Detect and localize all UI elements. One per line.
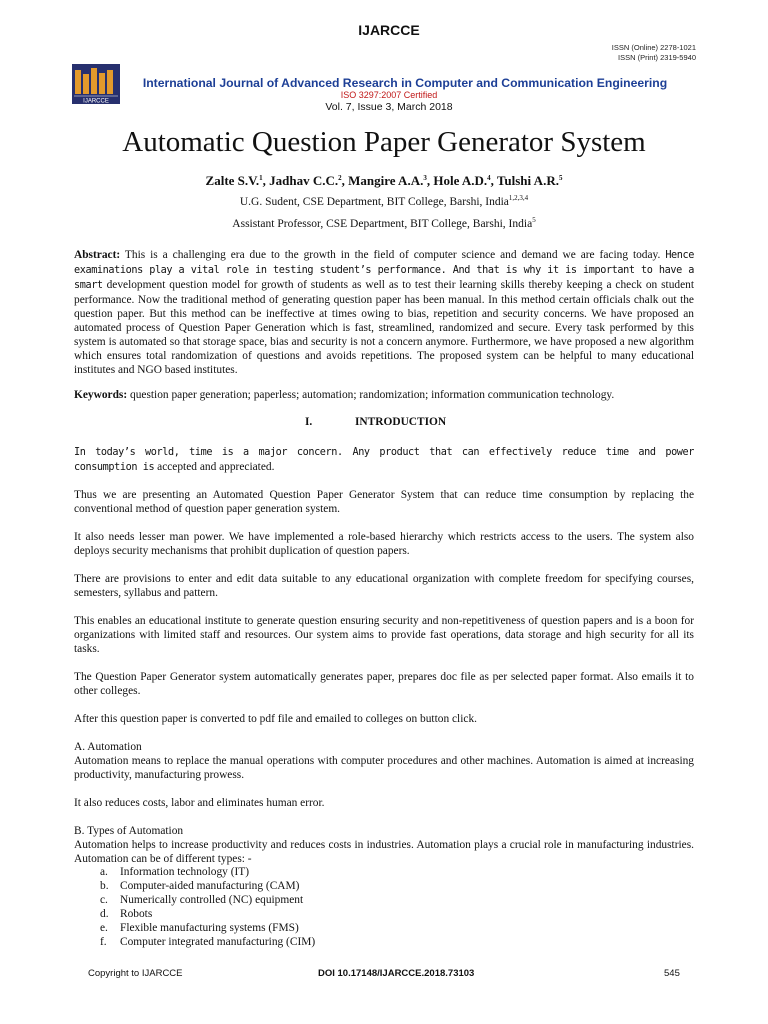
automation-types-list [100, 865, 315, 949]
footer-copyright: Copyright to IJARCCE [88, 968, 183, 979]
author-sup: 4 [487, 174, 491, 182]
page-number: 545 [664, 968, 680, 979]
list-item: b. Computer-aided manufacturing (CAM) [100, 880, 300, 892]
author-name: Tulshi A.R. [496, 173, 559, 188]
list-item: a. Information technology (IT) [100, 866, 250, 878]
author-sup: 1 [259, 174, 263, 182]
subsection-a-title: A. Automation [74, 741, 142, 753]
author-sup: 3 [423, 174, 427, 182]
author-name: Mangire A.A. [348, 173, 424, 188]
author-name: Hole A.D. [433, 173, 488, 188]
journal-short-name: IJARCCE [358, 22, 420, 38]
issn-online: ISSN (Online) 2278-1021 [611, 43, 696, 52]
author-name: Zalte S.V. [205, 173, 260, 188]
author-name: Jadhav C.C. [269, 173, 339, 188]
intro-paragraph-1: In today’s world, time is a major concern. Any product that can effectively reduce time and power consumption is accepted and appreciated. [74, 447, 694, 473]
intro-paragraph-5: This enables an educational institute to generate question ensuring security and non-repetitiveness of question papers and is a boon for organizations with limited staff and resources. Our system aims to provide fast operations, data storage and high security for all its tasks. [74, 615, 694, 655]
intro-paragraph-6: The Question Paper Generator system automatically generates paper, prepares doc file as per selected paper format. Also emails it to other colleges. [74, 671, 694, 697]
abstract-label: Abstract: [74, 249, 121, 261]
abstract-text-1: This is a challenging era due to the growth in the field of computer science and demand we are facing today. [124, 249, 661, 261]
list-item: c. Numerically controlled (NC) equipment [100, 894, 304, 906]
issn-print: ISSN (Print) 2319-5940 [618, 52, 696, 62]
subsection-b-paragraph-1: Automation helps to increase productivity and reduces costs in industries. Automation plays a crucial role in manufacturing industries. Automation can be of different types: - [74, 839, 694, 865]
keywords-label: Keywords: [74, 389, 128, 401]
journal-logo-text: IJARCCE [83, 98, 109, 104]
subsection-b-title: B. Types of Automation [74, 825, 184, 837]
affiliation-2-sup: 5 [532, 216, 536, 224]
author-sup: 2 [338, 174, 342, 182]
keywords-text: question paper generation; paperless; automation; randomization; information communication technology. [130, 389, 615, 401]
author-sup: 5 [558, 174, 563, 182]
author-list: Zalte S.V.$^1$, Jadhav C.C.$^2$, Mangire A.A.$^3$, Hole A.D.$^4$, Tulshi A.R.$^5$ [205, 173, 563, 188]
subsection-a-paragraph-1: Automation means to replace the manual operations with computer procedures and other machines. Automation is aimed at increasing productivity, manufacturing prowess. [74, 755, 694, 781]
list-item: d. Robots [100, 908, 153, 920]
volume-issue: Vol. 7, Issue 3, March 2018 [325, 101, 453, 113]
list-item: f. Computer integrated manufacturing (CIM) [100, 936, 316, 948]
abstract-text-2: Hence examinations play a vital role in testing student’s performance. And that is why it is important to have a smart [74, 250, 694, 291]
affiliation-1: U.G. Sudent, CSE Department, BIT College, Barshi, India$^{1,2,3,4}$ [239, 194, 529, 208]
intro-paragraph-3: It also needs lesser man power. We have implemented a role-based hierarchy which restricts access to the users. The system also deploys security mechanisms that prohibit duplication of question papers. [74, 531, 694, 557]
journal-full-name: International Journal of Advanced Research in Computer and Communication Engineering [142, 76, 668, 90]
affiliation-1-sup: 1,2,3,4 [508, 194, 529, 202]
affiliation-2: Assistant Professor, CSE Department, BIT College, Barshi, India$^5$ [232, 216, 536, 230]
subsection-a-paragraph-2: It also reduces costs, labor and eliminates human error. [74, 797, 325, 809]
abstract-text-3: development question model for growth of students as well as to test their learning skills thereby keeping a check on student performance. Now the traditional method of generating question paper has been manual. In this method certain officials chalk out the question paper. But this method can be ineffective at times owing to bias, repetition and security concerns. We have proposed an automated process of Question Paper Generation which is fast, streamlined, randomized and secure. Every task performed by this system is automated so that storage space, bias and security is not a concern anymore. Furthermore, we have proposed a new algorithm which ensures total randomization of questions and avoids repetitions. The proposed system can be helpful to many educational institutes and NGO based institutes. [74, 279, 694, 376]
iso-certification: ISO 3297:2007 Certified [340, 90, 438, 100]
section-number: I. [305, 416, 313, 428]
keywords [74, 388, 694, 402]
abstract [74, 248, 694, 377]
paper-title: Automatic Question Paper Generator System [122, 126, 646, 158]
list-item: e. Flexible manufacturing systems (FMS) [100, 922, 299, 934]
footer-doi: DOI 10.17148/IJARCCE.2018.73103 [318, 968, 475, 979]
intro-paragraph-4: There are provisions to enter and edit data suitable to any educational organization with complete freedom for specifying courses, semesters, syllabus and pattern. [74, 573, 694, 599]
intro-paragraph-7: After this question paper is converted to pdf file and emailed to colleges on button click. [74, 713, 477, 725]
intro-paragraph-2: Thus we are presenting an Automated Question Paper Generator System that can reduce time consumption by replacing the conventional method of question paper generation system. [74, 489, 694, 515]
section-title: INTRODUCTION [355, 416, 447, 428]
issn-block [612, 43, 696, 62]
